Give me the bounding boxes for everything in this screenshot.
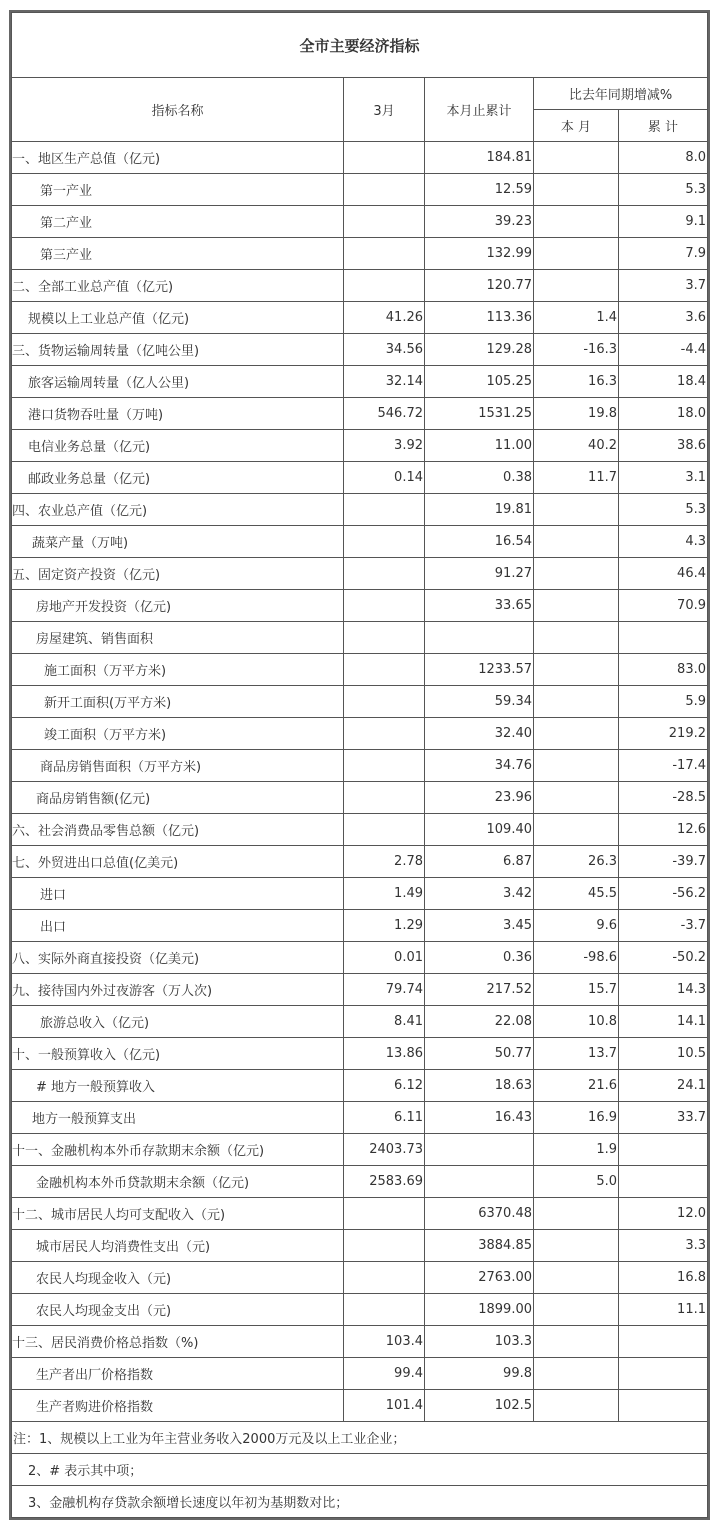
change-month: 21.6 xyxy=(534,1070,619,1102)
change-month: 5.0 xyxy=(534,1166,619,1198)
change-cumulative: -39.7 xyxy=(619,846,708,878)
table-row xyxy=(12,334,708,366)
table-row xyxy=(12,718,708,750)
cumulative-value: 59.34 xyxy=(425,686,534,718)
change-cumulative xyxy=(619,1166,708,1198)
cumulative-value xyxy=(425,1134,534,1166)
month-value: 32.14 xyxy=(344,366,425,398)
cumulative-value: 23.96 xyxy=(425,782,534,814)
change-month: 45.5 xyxy=(534,878,619,910)
change-month xyxy=(534,718,619,750)
month-value xyxy=(344,686,425,718)
indicator-name: 十二、城市居民人均可支配收入（元) xyxy=(12,1198,344,1230)
change-cumulative: 33.7 xyxy=(619,1102,708,1134)
month-value: 0.14 xyxy=(344,462,425,494)
table-row xyxy=(12,654,708,686)
change-cumulative: 11.1 xyxy=(619,1294,708,1326)
month-value: 103.4 xyxy=(344,1326,425,1358)
month-value xyxy=(344,718,425,750)
indicator-name: 生产者出厂价格指数 xyxy=(12,1358,344,1390)
table-row xyxy=(12,878,708,910)
change-cumulative: 5.3 xyxy=(619,494,708,526)
change-cumulative: 5.3 xyxy=(619,174,708,206)
change-month xyxy=(534,1230,619,1262)
cumulative-value: 1233.57 xyxy=(425,654,534,686)
month-value xyxy=(344,142,425,174)
change-cumulative xyxy=(619,1390,708,1422)
table-row xyxy=(12,462,708,494)
header-month: 3月 xyxy=(344,78,425,142)
change-cumulative: 219.2 xyxy=(619,718,708,750)
change-month: 16.9 xyxy=(534,1102,619,1134)
cumulative-value: 34.76 xyxy=(425,750,534,782)
indicator-name: 电信业务总量（亿元) xyxy=(12,430,344,462)
table-row xyxy=(12,686,708,718)
header-change-cumulative: 累 计 xyxy=(619,110,708,142)
table-row xyxy=(12,142,708,174)
change-month: 10.8 xyxy=(534,1006,619,1038)
change-cumulative: 5.9 xyxy=(619,686,708,718)
indicator-name: 港口货物吞吐量（万吨) xyxy=(12,398,344,430)
change-cumulative: 38.6 xyxy=(619,430,708,462)
change-cumulative: 7.9 xyxy=(619,238,708,270)
month-value: 13.86 xyxy=(344,1038,425,1070)
table-row xyxy=(12,1198,708,1230)
table-row xyxy=(12,814,708,846)
month-value xyxy=(344,238,425,270)
change-month: 9.6 xyxy=(534,910,619,942)
table-row xyxy=(12,1262,708,1294)
table-row xyxy=(12,174,708,206)
change-month xyxy=(534,686,619,718)
month-value xyxy=(344,622,425,654)
indicator-name: 六、社会消费品零售总额（亿元) xyxy=(12,814,344,846)
table-row xyxy=(12,974,708,1006)
change-month: 40.2 xyxy=(534,430,619,462)
table-row xyxy=(12,1134,708,1166)
change-month xyxy=(534,238,619,270)
cumulative-value: 0.36 xyxy=(425,942,534,974)
table-row xyxy=(12,238,708,270)
change-month: 1.9 xyxy=(534,1134,619,1166)
change-cumulative: 3.6 xyxy=(619,302,708,334)
change-month xyxy=(534,782,619,814)
month-value xyxy=(344,782,425,814)
change-cumulative: 83.0 xyxy=(619,654,708,686)
indicator-name: 八、实际外商直接投资（亿美元) xyxy=(12,942,344,974)
change-month: 13.7 xyxy=(534,1038,619,1070)
indicator-name: 金融机构本外币贷款期末余额（亿元) xyxy=(12,1166,344,1198)
cumulative-value: 19.81 xyxy=(425,494,534,526)
month-value xyxy=(344,1198,425,1230)
indicator-name: 商品房销售面积（万平方米) xyxy=(12,750,344,782)
indicator-name: 十、一般预算收入（亿元) xyxy=(12,1038,344,1070)
month-value: 1.29 xyxy=(344,910,425,942)
indicator-name: 旅客运输周转量（亿人公里) xyxy=(12,366,344,398)
change-cumulative xyxy=(619,1134,708,1166)
month-value: 1.49 xyxy=(344,878,425,910)
change-cumulative: 24.1 xyxy=(619,1070,708,1102)
indicator-name: 十一、金融机构本外币存款期末余额（亿元) xyxy=(12,1134,344,1166)
table-row xyxy=(12,1038,708,1070)
table-row xyxy=(12,526,708,558)
change-cumulative: -17.4 xyxy=(619,750,708,782)
change-cumulative xyxy=(619,1358,708,1390)
indicator-name: 四、农业总产值（亿元) xyxy=(12,494,344,526)
month-value xyxy=(344,526,425,558)
table-row xyxy=(12,366,708,398)
change-cumulative: 46.4 xyxy=(619,558,708,590)
note: 注：1、规模以上工业为年主营业务收入2000万元及以上工业企业； xyxy=(12,1422,708,1454)
indicator-name: 一、地区生产总值（亿元) xyxy=(12,142,344,174)
month-value xyxy=(344,1230,425,1262)
table-row xyxy=(12,846,708,878)
indicator-name: 二、全部工业总产值（亿元) xyxy=(12,270,344,302)
month-value xyxy=(344,814,425,846)
indicator-name: 商品房销售额(亿元) xyxy=(12,782,344,814)
change-cumulative: 12.0 xyxy=(619,1198,708,1230)
cumulative-value: 184.81 xyxy=(425,142,534,174)
month-value xyxy=(344,558,425,590)
cumulative-value: 102.5 xyxy=(425,1390,534,1422)
table-title: 全市主要经济指标 xyxy=(12,13,708,78)
table-row xyxy=(12,430,708,462)
change-month xyxy=(534,526,619,558)
month-value: 0.01 xyxy=(344,942,425,974)
cumulative-value: 109.40 xyxy=(425,814,534,846)
table-row xyxy=(12,910,708,942)
header-name: 指标名称 xyxy=(12,78,344,142)
change-cumulative: 3.1 xyxy=(619,462,708,494)
indicator-name: 第三产业 xyxy=(12,238,344,270)
cumulative-value: 99.8 xyxy=(425,1358,534,1390)
cumulative-value: 12.59 xyxy=(425,174,534,206)
indicator-name: 十三、居民消费价格总指数（%) xyxy=(12,1326,344,1358)
table-row xyxy=(12,494,708,526)
indicator-name: 九、接待国内外过夜游客（万人次) xyxy=(12,974,344,1006)
table-row xyxy=(12,1166,708,1198)
month-value: 3.92 xyxy=(344,430,425,462)
month-value: 101.4 xyxy=(344,1390,425,1422)
table-row xyxy=(12,1326,708,1358)
change-month: 1.4 xyxy=(534,302,619,334)
change-cumulative: -28.5 xyxy=(619,782,708,814)
indicator-name: 地方一般预算支出 xyxy=(12,1102,344,1134)
change-month xyxy=(534,750,619,782)
table-row xyxy=(12,622,708,654)
change-cumulative: 70.9 xyxy=(619,590,708,622)
change-month xyxy=(534,590,619,622)
table-row xyxy=(12,590,708,622)
month-value xyxy=(344,270,425,302)
indicator-name: 蔬菜产量（万吨) xyxy=(12,526,344,558)
table-row xyxy=(12,1102,708,1134)
cumulative-value: 217.52 xyxy=(425,974,534,1006)
indicator-name: 房地产开发投资（亿元) xyxy=(12,590,344,622)
table-row xyxy=(12,1006,708,1038)
month-value: 6.12 xyxy=(344,1070,425,1102)
table-row xyxy=(12,270,708,302)
table-row xyxy=(12,1390,708,1422)
change-cumulative: 14.1 xyxy=(619,1006,708,1038)
month-value xyxy=(344,206,425,238)
indicator-name: 第一产业 xyxy=(12,174,344,206)
indicator-name: 第二产业 xyxy=(12,206,344,238)
indicator-name: 出口 xyxy=(12,910,344,942)
table-row xyxy=(12,1294,708,1326)
note: 3、金融机构存贷款余额增长速度以年初为基期数对比； xyxy=(12,1486,708,1518)
cumulative-value: 0.38 xyxy=(425,462,534,494)
cumulative-value: 120.77 xyxy=(425,270,534,302)
cumulative-value: 129.28 xyxy=(425,334,534,366)
month-value: 34.56 xyxy=(344,334,425,366)
month-value xyxy=(344,1294,425,1326)
indicator-name: 城市居民人均消费性支出（元) xyxy=(12,1230,344,1262)
header-change: 比去年同期增减% xyxy=(534,78,708,110)
cumulative-value: 3884.85 xyxy=(425,1230,534,1262)
change-cumulative: -3.7 xyxy=(619,910,708,942)
cumulative-value: 11.00 xyxy=(425,430,534,462)
cumulative-value: 113.36 xyxy=(425,302,534,334)
table-row xyxy=(12,398,708,430)
indicator-name: # 地方一般预算收入 xyxy=(12,1070,344,1102)
change-cumulative: 10.5 xyxy=(619,1038,708,1070)
cumulative-value: 3.42 xyxy=(425,878,534,910)
month-value: 41.26 xyxy=(344,302,425,334)
indicator-name: 五、固定资产投资（亿元) xyxy=(12,558,344,590)
table-row xyxy=(12,302,708,334)
indicator-name: 施工面积（万平方米) xyxy=(12,654,344,686)
month-value: 6.11 xyxy=(344,1102,425,1134)
header-change-month: 本 月 xyxy=(534,110,619,142)
change-cumulative: 18.4 xyxy=(619,366,708,398)
indicator-name: 新开工面积(万平方米) xyxy=(12,686,344,718)
change-month xyxy=(534,1358,619,1390)
cumulative-value xyxy=(425,622,534,654)
cumulative-value: 103.3 xyxy=(425,1326,534,1358)
cumulative-value: 16.54 xyxy=(425,526,534,558)
change-month xyxy=(534,206,619,238)
cumulative-value: 3.45 xyxy=(425,910,534,942)
change-cumulative: 14.3 xyxy=(619,974,708,1006)
month-value: 546.72 xyxy=(344,398,425,430)
cumulative-value: 1899.00 xyxy=(425,1294,534,1326)
change-cumulative: 4.3 xyxy=(619,526,708,558)
change-month: 26.3 xyxy=(534,846,619,878)
change-month: -98.6 xyxy=(534,942,619,974)
change-month: 11.7 xyxy=(534,462,619,494)
indicator-name: 农民人均现金收入（元) xyxy=(12,1262,344,1294)
indicator-name: 邮政业务总量（亿元) xyxy=(12,462,344,494)
month-value xyxy=(344,494,425,526)
change-month xyxy=(534,1198,619,1230)
change-cumulative: -56.2 xyxy=(619,878,708,910)
table-row xyxy=(12,942,708,974)
table-row xyxy=(12,782,708,814)
note: 2、# 表示其中项； xyxy=(12,1454,708,1486)
table-row xyxy=(12,1358,708,1390)
change-month xyxy=(534,558,619,590)
cumulative-value: 39.23 xyxy=(425,206,534,238)
change-month xyxy=(534,142,619,174)
change-cumulative: -4.4 xyxy=(619,334,708,366)
month-value: 2.78 xyxy=(344,846,425,878)
change-cumulative xyxy=(619,1326,708,1358)
change-cumulative: 3.7 xyxy=(619,270,708,302)
indicator-name: 进口 xyxy=(12,878,344,910)
cumulative-value: 18.63 xyxy=(425,1070,534,1102)
indicator-name: 房屋建筑、销售面积 xyxy=(12,622,344,654)
indicator-name: 旅游总收入（亿元) xyxy=(12,1006,344,1038)
change-cumulative: 16.8 xyxy=(619,1262,708,1294)
change-month: -16.3 xyxy=(534,334,619,366)
change-month: 15.7 xyxy=(534,974,619,1006)
change-month xyxy=(534,1390,619,1422)
month-value: 2403.73 xyxy=(344,1134,425,1166)
month-value: 99.4 xyxy=(344,1358,425,1390)
month-value: 8.41 xyxy=(344,1006,425,1038)
change-cumulative: 18.0 xyxy=(619,398,708,430)
change-month xyxy=(534,270,619,302)
month-value xyxy=(344,590,425,622)
change-cumulative: 8.0 xyxy=(619,142,708,174)
month-value xyxy=(344,750,425,782)
change-month xyxy=(534,654,619,686)
indicator-name: 七、外贸进出口总值(亿美元) xyxy=(12,846,344,878)
change-cumulative: 3.3 xyxy=(619,1230,708,1262)
cumulative-value: 2763.00 xyxy=(425,1262,534,1294)
cumulative-value: 6.87 xyxy=(425,846,534,878)
indicator-name: 三、货物运输周转量（亿吨公里) xyxy=(12,334,344,366)
change-month xyxy=(534,1326,619,1358)
change-month xyxy=(534,174,619,206)
month-value xyxy=(344,174,425,206)
change-cumulative: -50.2 xyxy=(619,942,708,974)
economic-indicators-table xyxy=(9,10,710,1520)
change-month xyxy=(534,1294,619,1326)
table-row xyxy=(12,206,708,238)
month-value xyxy=(344,1262,425,1294)
table-row xyxy=(12,1070,708,1102)
month-value: 2583.69 xyxy=(344,1166,425,1198)
indicator-name: 生产者购进价格指数 xyxy=(12,1390,344,1422)
change-cumulative: 9.1 xyxy=(619,206,708,238)
indicator-name: 竣工面积（万平方米) xyxy=(12,718,344,750)
indicator-name: 规模以上工业总产值（亿元) xyxy=(12,302,344,334)
change-month xyxy=(534,1262,619,1294)
table-row xyxy=(12,750,708,782)
cumulative-value: 22.08 xyxy=(425,1006,534,1038)
month-value: 79.74 xyxy=(344,974,425,1006)
change-month xyxy=(534,814,619,846)
change-month xyxy=(534,494,619,526)
change-month: 16.3 xyxy=(534,366,619,398)
cumulative-value: 16.43 xyxy=(425,1102,534,1134)
table-row xyxy=(12,558,708,590)
cumulative-value: 105.25 xyxy=(425,366,534,398)
change-cumulative: 12.6 xyxy=(619,814,708,846)
month-value xyxy=(344,654,425,686)
cumulative-value: 32.40 xyxy=(425,718,534,750)
cumulative-value: 91.27 xyxy=(425,558,534,590)
table-row xyxy=(12,1230,708,1262)
cumulative-value xyxy=(425,1166,534,1198)
change-month: 19.8 xyxy=(534,398,619,430)
change-month xyxy=(534,622,619,654)
cumulative-value: 1531.25 xyxy=(425,398,534,430)
indicator-name: 农民人均现金支出（元) xyxy=(12,1294,344,1326)
change-cumulative xyxy=(619,622,708,654)
cumulative-value: 6370.48 xyxy=(425,1198,534,1230)
cumulative-value: 50.77 xyxy=(425,1038,534,1070)
cumulative-value: 132.99 xyxy=(425,238,534,270)
cumulative-value: 33.65 xyxy=(425,590,534,622)
header-cumulative: 本月止累计 xyxy=(425,78,534,142)
